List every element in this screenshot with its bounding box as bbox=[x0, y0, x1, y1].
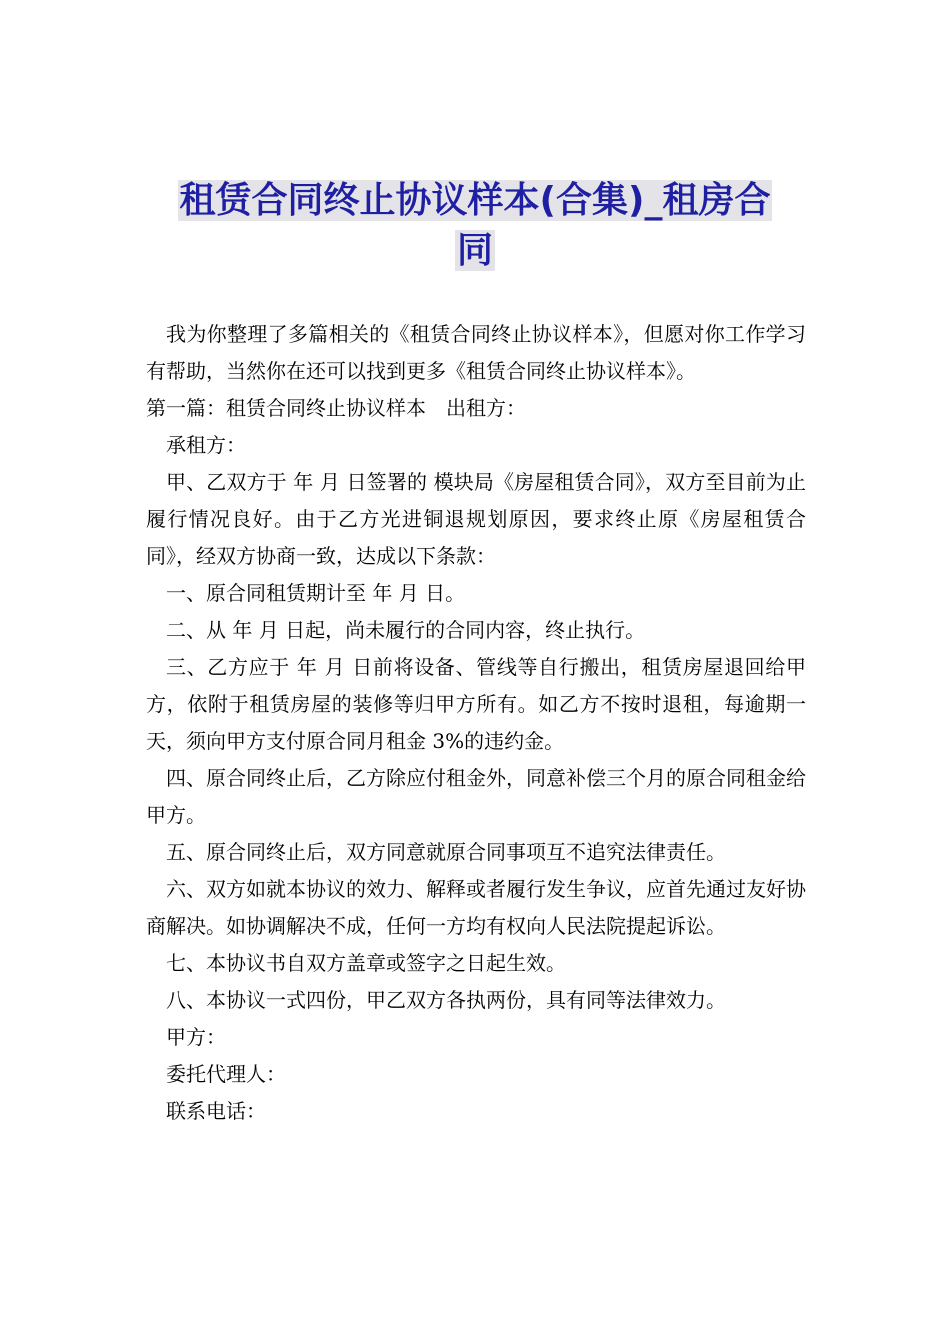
title-line-1: 租赁合同终止协议样本(合集)_租房合 bbox=[179, 180, 771, 221]
section-heading: 第一篇：租赁合同终止协议样本 出租方： bbox=[146, 396, 526, 420]
clause-1: 一、原合同租赁期计至 年 月 日。 bbox=[166, 581, 466, 605]
title-line-2: 同 bbox=[456, 230, 493, 271]
clause-5: 五、原合同终止后，双方同意就原合同事项互不追究法律责任。 bbox=[166, 840, 726, 864]
clause-2: 二、从 年 月 日起，尚未履行的合同内容，终止执行。 bbox=[166, 618, 646, 642]
clause-4: 四、原合同终止后，乙方除应付租金外，同意补偿三个月的原合同租金给甲方。 bbox=[146, 766, 806, 827]
party-a-line: 甲方： bbox=[166, 1025, 226, 1049]
preamble-paragraph: 甲、乙双方于 年 月 日签署的 模块局《房屋租赁合同》，双方至目前为止履行情况良好。由于乙方光进铜退规划原因，要求终止原《房屋租赁合同》，经双方协商一致，达成以下条款： bbox=[146, 470, 806, 568]
intro-paragraph: 我为你整理了多篇相关的《租赁合同终止协议样本》，但愿对你工作学习有帮助，当然你在还可以找到更多《租赁合同终止协议样本》。 bbox=[146, 322, 806, 383]
clause-7: 七、本协议书自双方盖章或签字之日起生效。 bbox=[166, 951, 566, 975]
clause-8: 八、本协议一式四份，甲乙双方各执两份，具有同等法律效力。 bbox=[166, 988, 726, 1012]
document-body bbox=[146, 316, 806, 1130]
agent-line: 委托代理人： bbox=[166, 1062, 286, 1086]
clause-3: 三、乙方应于 年 月 日前将设备、管线等自行搬出，租赁房屋退回给甲方，依附于租赁房屋的装修等归甲方所有。如乙方不按时退租，每逾期一天，须向甲方支付原合同月租金 3%的违约金。 bbox=[146, 655, 806, 753]
lessee-line: 承租方： bbox=[166, 433, 246, 457]
document-title bbox=[140, 176, 810, 276]
clause-6: 六、双方如就本协议的效力、解释或者履行发生争议，应首先通过友好协商解决。如协调解决不成，任何一方均有权向人民法院提起诉讼。 bbox=[146, 877, 806, 938]
phone-line: 联系电话： bbox=[166, 1099, 266, 1123]
